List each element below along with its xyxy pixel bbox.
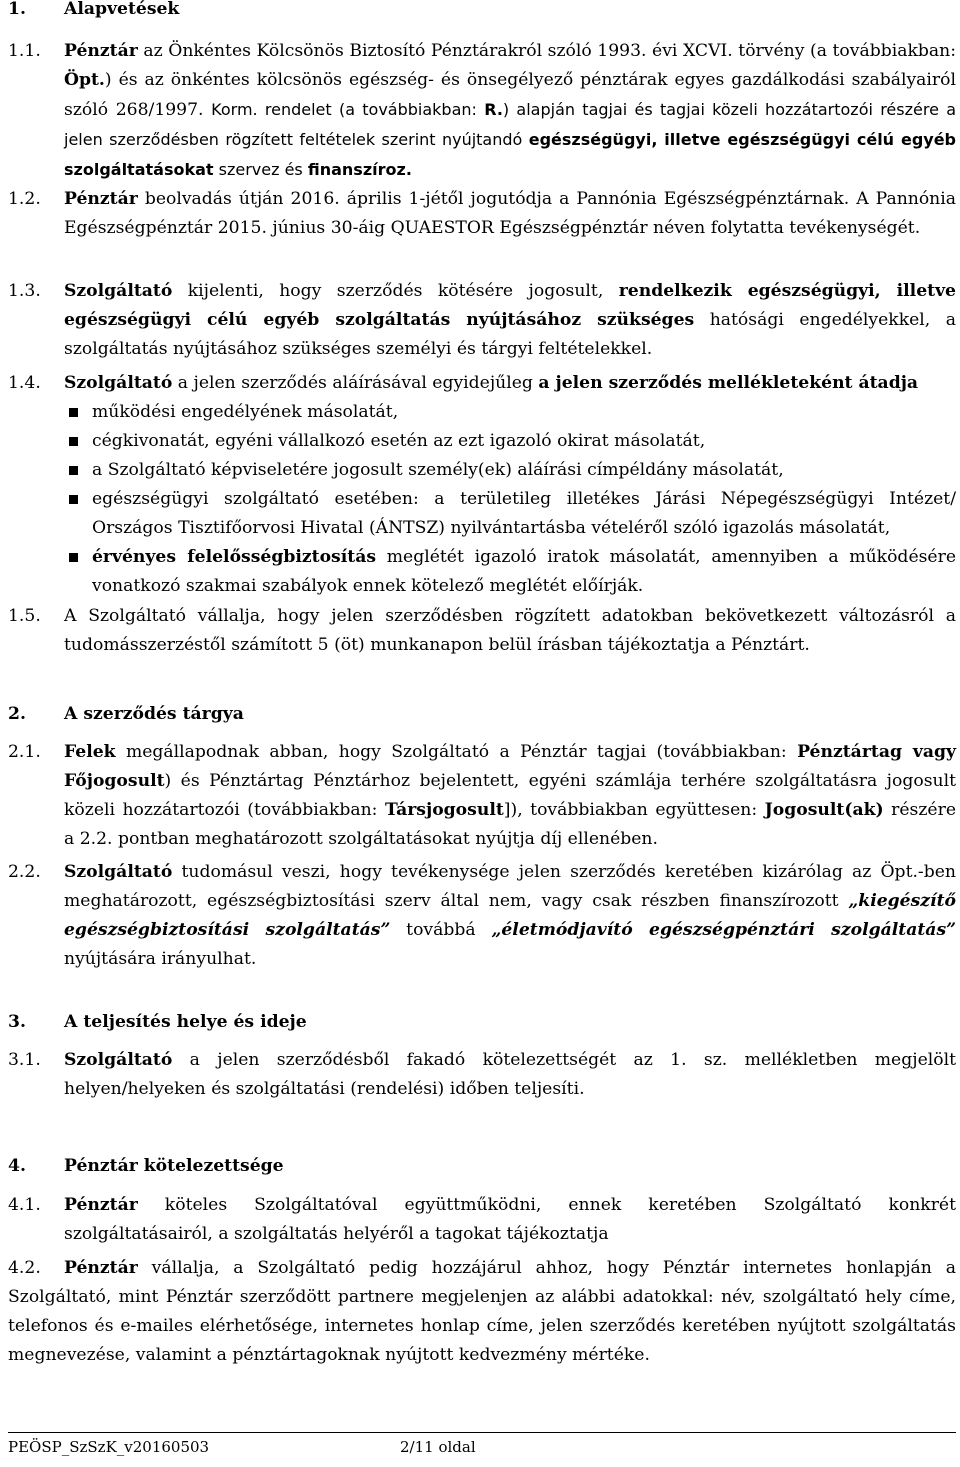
paragraph-number: 3.1.	[8, 1050, 41, 1070]
term-melleklet: a jelen szerződés mellékleteként átadja	[538, 373, 919, 393]
paragraph-number: 4.1.	[8, 1195, 41, 1215]
text: kijelenti, hogy szerződés kötésére jogosult,	[172, 281, 619, 301]
list-item	[64, 456, 956, 485]
square-bullet-icon	[69, 437, 78, 446]
term-szolgaltato: Szolgáltató	[64, 373, 173, 393]
text: működési engedélyének másolatát,	[92, 402, 399, 422]
paragraph-1-2	[8, 185, 956, 243]
term-szolgaltato: Szolgáltató	[64, 1050, 173, 1070]
text: meglétét igazoló iratok másolatát, amennyiben a működésére vonatkozó szakmai szabályok ennek kötelező meglétét előírják.	[92, 547, 956, 596]
term-penztartag: Pénztártag vagy Főjogosult	[64, 742, 956, 791]
term-opt: Öpt.	[64, 70, 105, 90]
paragraph-number: 1.5.	[8, 606, 41, 626]
term-penztar: Pénztár	[64, 41, 138, 61]
paragraph-2-1	[8, 738, 956, 854]
term-finanszirozas: finanszíroz.	[307, 160, 412, 179]
text: megállapodnak abban, hogy Szolgáltató a Pénztár tagjai (továbbiakban:	[115, 742, 798, 762]
attachment-list	[64, 398, 956, 601]
text: a jelen szerződésből fakadó kötelezettségét az 1. sz. mellékletben megjelölt helyen/helyeken és szolgáltatási (rendelési) időben teljesíti.	[64, 1050, 956, 1099]
section-number: 1.	[8, 0, 26, 19]
text: ]), továbbiakban együttesen:	[503, 800, 765, 820]
text: tudomásul veszi, hogy tevékenysége jelen szerződés keretében kizárólag az Öpt.-ben meghatározott, egészségbiztosítási szerv által nem, vagy csak részben finanszírozott	[64, 862, 956, 911]
term-penztar: Pénztár	[64, 189, 138, 209]
paragraph-1-3	[8, 277, 956, 364]
text: ) és az önkéntes kölcsönös egészség- és önsegélyező pénztárak egyes gazdálkodási szabályairól szóló 268/1997.	[64, 70, 956, 120]
text: A Szolgáltató vállalja, hogy jelen szerződésben rögzített adatokban bekövetkezett változásról a tudomásszerzéstől számított 5 (öt) munkanapon belül írásban tájékoztatja a Pénztárt.	[64, 606, 956, 655]
text: hatósági engedélyekkel, a szolgáltatás nyújtásához szükséges személyi és tárgyi feltételekkel.	[64, 310, 956, 359]
section-title: Pénztár kötelezettsége	[64, 1156, 284, 1176]
text: szervez és	[213, 160, 308, 179]
text: ) és Pénztártag Pénztárhoz bejelentett, egyéni számlája terhére szolgáltatásra jogosult közeli hozzátartozói (továbbiakban:	[64, 771, 956, 820]
text: a Szolgáltató képviseletére jogosult személy(ek) aláírási címpéldány másolatát,	[92, 460, 784, 480]
text: beolvadás útján 2016. április 1-jétől jogutódja a Pannónia Egészségpénztárnak. A Pannónia Egészségpénztár 2015. június 30-áig QUAESTOR Egészségpénztár néven folytatta tevékenységét.	[64, 189, 956, 238]
term-kiegeszito: „kiegészítő egészségbiztosítási szolgáltatás”	[64, 891, 956, 940]
section-heading-2	[8, 700, 244, 729]
paragraph-1-4	[8, 369, 956, 601]
section-number: 3.	[8, 1012, 26, 1032]
paragraph-number: 2.1.	[8, 742, 41, 762]
text: részére a 2.2. pontban meghatározott szolgáltatásokat nyújtja díj ellenében.	[64, 800, 956, 849]
paragraph-number: 1.2.	[8, 189, 41, 209]
square-bullet-icon	[69, 553, 78, 562]
document-code: PEÖSP_SzSzK_v20160503	[8, 1438, 210, 1456]
term-rendelkezik: rendelkezik egészségügyi, illetve egészségügyi célú egyéb szolgáltatás nyújtásához szükséges	[64, 281, 956, 330]
paragraph-1-5	[8, 602, 956, 660]
list-item	[64, 398, 956, 427]
term-egeszsegugyi: egészségügyi, illetve egészségügyi célú egyéb szolgáltatásokat	[64, 130, 957, 179]
section-number: 2.	[8, 704, 26, 724]
section-title: A szerződés tárgya	[64, 704, 244, 724]
paragraph-2-2	[8, 858, 956, 974]
section-heading-4	[8, 1152, 284, 1181]
term-r: R.	[484, 100, 503, 119]
paragraph-1-1	[8, 37, 956, 185]
text: továbbá	[390, 920, 492, 940]
section-title: A teljesítés helye és ideje	[64, 1012, 307, 1032]
text: cégkivonatát, egyéni vállalkozó esetén az ezt igazoló okirat másolatát,	[92, 431, 706, 451]
text: Korm. rendelet (a továbbiakban:	[211, 100, 485, 119]
paragraph-number: 2.2.	[8, 862, 41, 882]
footer-divider	[8, 1432, 956, 1433]
term-eletmodjavito: „életmódjavító egészségpénztári szolgáltatás”	[491, 920, 957, 940]
section-heading-3	[8, 1008, 307, 1037]
square-bullet-icon	[69, 466, 78, 475]
paragraph-4-2	[8, 1254, 956, 1370]
text: a jelen szerződés aláírásával egyidejűleg	[172, 373, 539, 393]
text: vállalja, a Szolgáltató pedig hozzájárul ahhoz, hogy Pénztár internetes honlapján a Szolgáltató, mint Pénztár szerződött partnere megjelenjen az alábbi adatokkal: név, szolgáltató hely címe, telefonos és e-mailes elérhetősége, internetes honlap címe, jelen szerződés keretében nyújtott szolgáltatás megnevezése, valamint a pénztártagoknak nyújtott kedvezmény mértéke.	[8, 1258, 956, 1365]
term-felek: Felek	[64, 742, 116, 762]
term-penztar: Pénztár	[64, 1258, 138, 1278]
term-jogosult: Jogosult(ak)	[764, 800, 884, 820]
term-felelossegbiztositas: érvényes felelősségbiztosítás	[92, 547, 377, 567]
paragraph-number: 1.1.	[8, 41, 41, 61]
list-item	[64, 427, 956, 456]
square-bullet-icon	[69, 495, 78, 504]
list-item	[64, 543, 956, 601]
text: az Önkéntes Kölcsönös Biztosító Pénztárakról szóló 1993. évi XCVI. törvény (a továbbiakban:	[137, 41, 956, 61]
paragraph-number: 1.4.	[8, 373, 41, 393]
paragraph-4-1	[8, 1191, 956, 1249]
text: ) alapján tagjai és tagjai közeli hozzátartozói részére a jelen szerződésben rögzített feltételek szerint nyújtandó	[64, 100, 956, 149]
term-szolgaltato: Szolgáltató	[64, 281, 173, 301]
text: nyújtására irányulhat.	[64, 949, 257, 969]
list-item	[64, 485, 956, 543]
paragraph-3-1	[8, 1046, 956, 1104]
paragraph-number: 4.2.	[8, 1258, 41, 1278]
section-number: 4.	[8, 1156, 26, 1176]
square-bullet-icon	[69, 408, 78, 417]
section-title: Alapvetések	[64, 0, 180, 19]
term-tarsjogosult: Társjogosult	[384, 800, 504, 820]
text: köteles Szolgáltatóval együttműködni, ennek keretében Szolgáltató konkrét szolgáltatásairól, a szolgáltatás helyéről a tagokat tájékoztatja	[64, 1195, 956, 1244]
paragraph-number: 1.3.	[8, 281, 41, 301]
term-penztar: Pénztár	[64, 1195, 138, 1215]
text: egészségügyi szolgáltató esetében: a területileg illetékes Járási Népegészségügyi Intézet/ Országos Tisztifőorvosi Hivatal (ÁNTSZ) nyilvántartásba vételéről szóló igazolás másolatát,	[92, 489, 956, 538]
term-szolgaltato: Szolgáltató	[64, 862, 173, 882]
section-heading-1	[8, 0, 179, 24]
page-number: 2/11 oldal	[400, 1438, 476, 1456]
